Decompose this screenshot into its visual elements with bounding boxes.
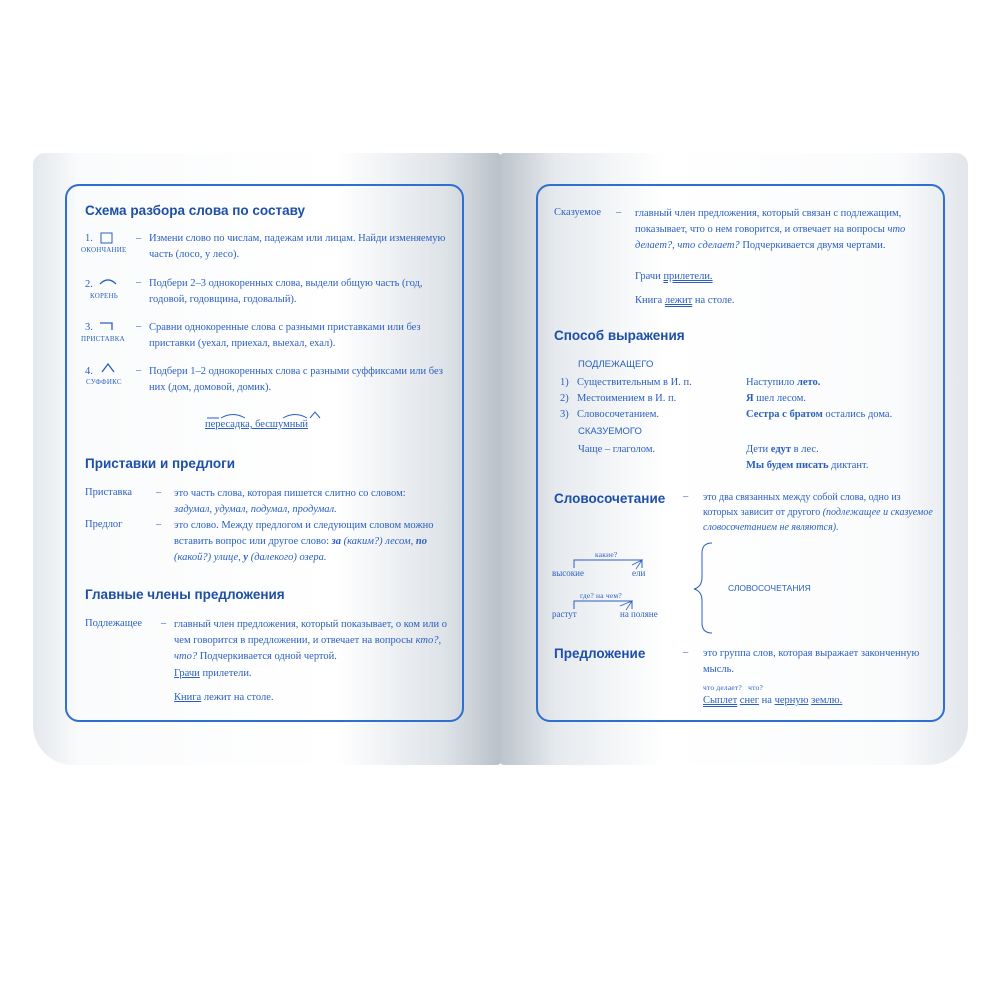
way-3-example-plain: остались дома. bbox=[825, 409, 893, 420]
predicate-way-example-1-rest: в лес. bbox=[793, 444, 819, 455]
sentence-dash: – bbox=[683, 647, 689, 658]
preposition-ex-1: за bbox=[331, 536, 342, 547]
preposition-ex-3: лесом, bbox=[385, 536, 414, 547]
preposition-ex-4: по bbox=[415, 536, 427, 547]
morpheme-example: пересадка, бесшумный bbox=[205, 419, 309, 430]
preposition-ex-2: (каким?) bbox=[343, 536, 383, 547]
preposition-ex-6: улице, bbox=[213, 552, 241, 563]
subject-dash: – bbox=[161, 618, 167, 629]
step-4-dash: – bbox=[136, 365, 142, 376]
predicate-caps-label: СКАЗУЕМОГО bbox=[578, 426, 642, 437]
step-1-number: 1. bbox=[85, 233, 93, 244]
step-3-label: ПРИСТАВКА bbox=[81, 335, 125, 343]
prefix-text: это часть слова, которая пишется слитно со словом: bbox=[174, 488, 406, 499]
word-combination-text-2: (подлежащее и сказуемое словосочетанием не являются). bbox=[703, 507, 933, 533]
predicate-way-example-2-bold: будем писать bbox=[766, 460, 829, 471]
subject-term: Подлежащее bbox=[85, 618, 143, 629]
preposition-dash: – bbox=[156, 519, 162, 530]
right-page bbox=[500, 153, 968, 765]
way-3-example-bold: Сестра с братом bbox=[746, 409, 823, 420]
step-3-dash: – bbox=[136, 321, 142, 332]
diagram-question-2: где? на чем? bbox=[580, 591, 622, 600]
way-1-example-bold: лето. bbox=[796, 377, 821, 388]
predicate-example-1-subject: Грачи bbox=[635, 271, 661, 282]
preposition-text: это слово. Между предлогом и следующим словом можно вставить вопрос или другое слово: bbox=[174, 520, 434, 547]
left-page bbox=[33, 153, 501, 765]
diagram-word-4: на поляне bbox=[620, 609, 658, 619]
predicate-dash: – bbox=[616, 207, 622, 218]
prefix-example-2: удумал, bbox=[214, 504, 249, 515]
subject-example-2-subject: Книга bbox=[174, 692, 202, 703]
suffix-caret-icon bbox=[101, 363, 115, 373]
predicate-definition bbox=[635, 206, 932, 254]
heading-sentence: Предложение bbox=[554, 646, 646, 661]
step-2-number: 2. bbox=[85, 279, 93, 290]
prefix-term: Приставка bbox=[85, 487, 133, 498]
predicate-way: Чаще – глаголом. bbox=[578, 444, 656, 455]
diagram-word-2: ели bbox=[632, 568, 646, 578]
subject-caps-label: ПОДЛЕЖАЩЕГО bbox=[578, 359, 654, 370]
step-4-text: Подбери 1–2 однокоренных слова с разными суффиксами или без них (дом, домовой, домик). bbox=[149, 366, 443, 393]
way-1-example bbox=[746, 375, 820, 391]
way-2-example-bold: Я bbox=[746, 393, 754, 404]
step-3-text: Сравни однокоренные слова с разными приставками или без приставки (уехал, приехал, выехал, ехал). bbox=[149, 322, 421, 349]
prefix-hook-icon bbox=[99, 321, 115, 331]
predicate-way-example-1-plain: Дети bbox=[746, 444, 769, 455]
heading-word-parsing: Схема разбора слова по составу bbox=[85, 203, 306, 218]
prefix-example-4: продумал. bbox=[292, 504, 337, 515]
sentence-example bbox=[703, 693, 842, 709]
word-combination-dash: – bbox=[683, 491, 689, 502]
sentence-definition: это группа слов, которая выражает законченную мысль. bbox=[703, 648, 920, 675]
predicate-example-2 bbox=[635, 293, 735, 309]
preposition-ex-5: (какой?) bbox=[174, 552, 212, 563]
step-2-text: Подбери 2–3 однокоренных слова, выдели общую часть (год, годовой, годовщина, годовалый). bbox=[149, 278, 423, 305]
word-combination-diagram bbox=[552, 543, 811, 633]
predicate-way-example-2-rest: диктант. bbox=[831, 460, 869, 471]
sentence-example-subject: снег bbox=[739, 695, 760, 706]
predicate-example-1-predicate: прилетели. bbox=[663, 271, 713, 282]
diagram-question-1: какие? bbox=[595, 550, 618, 559]
way-1-number: 1) bbox=[560, 377, 569, 388]
sentence-example-prep: на bbox=[761, 695, 772, 706]
way-2-example-plain: шел лесом. bbox=[756, 393, 806, 404]
way-2-number: 2) bbox=[560, 393, 569, 404]
subject-example-2 bbox=[174, 690, 273, 706]
subject-example-1-rest: прилетели. bbox=[202, 668, 252, 679]
predicate-example-1 bbox=[635, 269, 713, 285]
subject-example-1-subject: Грачи bbox=[174, 668, 200, 679]
ending-box-icon bbox=[100, 232, 114, 244]
subject-example-2-rest: лежит на столе. bbox=[203, 692, 274, 703]
word-combination-text-1: это два связанных между собой слова, одно из которых зависит от другого bbox=[703, 492, 901, 518]
subject-questions: кто?, что? bbox=[174, 635, 442, 662]
predicate-example-2-subject: Книга bbox=[635, 295, 663, 306]
preposition-term: Предлог bbox=[85, 519, 123, 530]
step-3-number: 3. bbox=[85, 322, 93, 333]
predicate-text-1: главный член предложения, который связан с подлежащим, показывает, что о нем говорится, и отвечает на вопросы bbox=[635, 208, 902, 235]
step-2-dash: – bbox=[136, 277, 142, 288]
predicate-example-2-predicate: лежит bbox=[664, 295, 693, 306]
subject-text-2: Подчеркивается одной чертой. bbox=[199, 651, 337, 662]
predicate-term: Сказуемое bbox=[554, 207, 601, 218]
way-3-text: Словосочетанием. bbox=[577, 409, 660, 420]
subject-definition bbox=[174, 617, 459, 665]
way-3-number: 3) bbox=[560, 409, 569, 420]
sentence-example-adj: черную bbox=[774, 695, 809, 706]
predicate-text-2: Подчеркивается двумя чертами. bbox=[742, 240, 886, 251]
prefix-dash: – bbox=[156, 487, 162, 498]
way-2-example bbox=[746, 391, 806, 407]
word-combination-definition bbox=[703, 490, 935, 535]
diagram-word-1: высокие bbox=[552, 568, 584, 578]
diagram-word-3: растут bbox=[552, 609, 577, 619]
predicate-way-example-2-plain: Мы bbox=[746, 460, 765, 471]
preposition-ex-8: (далекого) озера. bbox=[250, 552, 327, 563]
sentence-questions: что делает? что? bbox=[703, 683, 763, 692]
step-1-label: ОКОНЧАНИЕ bbox=[81, 246, 127, 254]
predicate-way-example-2 bbox=[746, 458, 868, 474]
morpheme-marks-icon bbox=[205, 411, 335, 419]
heading-word-combination: Словосочетание bbox=[554, 491, 666, 506]
sentence-example-predicate: Сыплет bbox=[703, 695, 738, 706]
heading-main-members: Главные члены предложения bbox=[85, 587, 285, 602]
predicate-way-example-1 bbox=[746, 442, 819, 458]
sentence-example-noun: землю. bbox=[811, 695, 843, 706]
preposition-ex-7: у bbox=[243, 552, 249, 563]
predicate-questions: что делает?, что сделает? bbox=[635, 224, 906, 251]
way-3-example bbox=[746, 407, 892, 423]
prefix-example-1: задумал, bbox=[174, 504, 213, 515]
way-1-example-plain: Наступило bbox=[746, 377, 795, 388]
predicate-way-example-1-bold: едут bbox=[770, 444, 792, 455]
prefix-definition bbox=[174, 486, 459, 518]
heading-prefixes-prepositions: Приставки и предлоги bbox=[85, 456, 236, 471]
subject-text-1: главный член предложения, который показывает, о ком или о чем говорится в предложении, и отвечает на вопросы bbox=[174, 619, 447, 646]
predicate-example-2-rest: на столе. bbox=[694, 295, 735, 306]
step-4-label: СУФФИКС bbox=[86, 378, 122, 386]
preposition-definition bbox=[174, 518, 459, 566]
step-2-label: КОРЕНЬ bbox=[90, 292, 118, 300]
heading-means-of-expression: Способ выражения bbox=[554, 328, 685, 343]
step-4-number: 4. bbox=[85, 366, 93, 377]
subject-example-1 bbox=[174, 666, 252, 682]
way-1-text: Существительным в И. п. bbox=[577, 377, 692, 388]
step-1-dash: – bbox=[136, 233, 142, 244]
root-arc-icon bbox=[99, 277, 117, 285]
prefix-example-3: подумал, bbox=[250, 504, 290, 515]
way-2-text: Местоимением в И. п. bbox=[577, 393, 677, 404]
diagram-label: СЛОВОСОЧЕТАНИЯ bbox=[728, 583, 811, 593]
step-1-text: Измени слово по числам, падежам или лицам. Найди изменяемую часть (лосо, у лесо). bbox=[149, 233, 446, 260]
